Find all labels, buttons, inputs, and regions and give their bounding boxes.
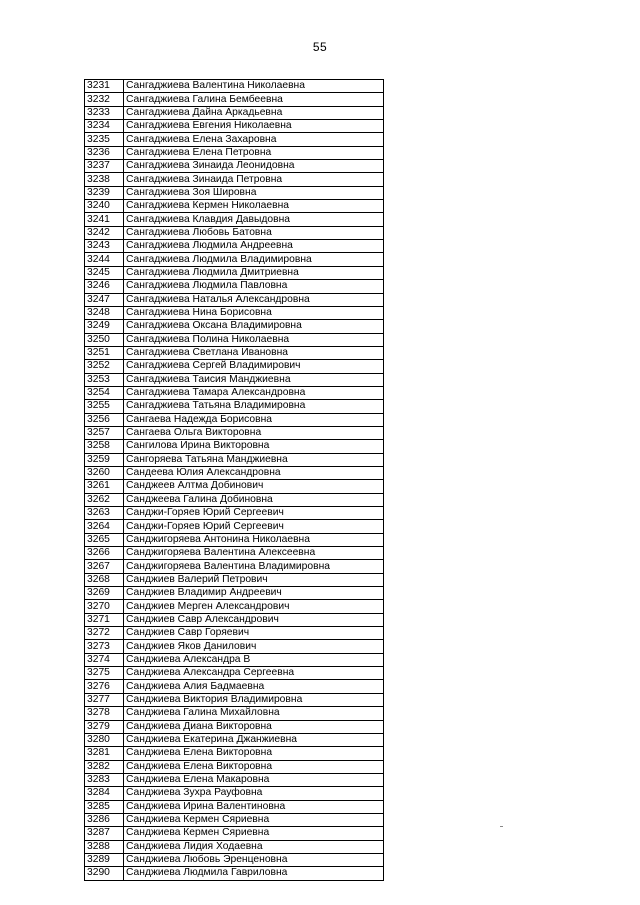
name-list-table (84, 79, 384, 881)
person-name: Санджиева Зухра Рауфовна (124, 787, 384, 800)
person-name: Сангаджиева Елена Петровна (124, 146, 384, 159)
table-row (85, 627, 384, 640)
table-row (85, 547, 384, 560)
person-name: Сангаджиева Полина Николаевна (124, 333, 384, 346)
table-row (85, 346, 384, 359)
person-name: Санджиев Мерген Александрович (124, 600, 384, 613)
row-number: 3240 (85, 200, 124, 213)
table-row (85, 640, 384, 653)
row-number: 3256 (85, 413, 124, 426)
table-row (85, 280, 384, 293)
row-number: 3235 (85, 133, 124, 146)
row-number: 3282 (85, 760, 124, 773)
person-name: Сангаджиева Дайна Аркадьевна (124, 106, 384, 119)
person-name: Санджиев Владимир Андреевич (124, 587, 384, 600)
person-name: Сангаджиева Зинаида Леонидовна (124, 160, 384, 173)
row-number: 3266 (85, 547, 124, 560)
person-name: Санджиев Яков Данилович (124, 640, 384, 653)
row-number: 3263 (85, 507, 124, 520)
table-row (85, 653, 384, 666)
table-row (85, 800, 384, 813)
table-row (85, 93, 384, 106)
person-name: Сангаджиева Татьяна Владимировна (124, 400, 384, 413)
row-number: 3272 (85, 627, 124, 640)
table-row (85, 266, 384, 279)
person-name: Санджиева Людмила Гавриловна (124, 867, 384, 880)
row-number: 3248 (85, 306, 124, 319)
person-name: Сангаджиева Елена Захаровна (124, 133, 384, 146)
table-row (85, 827, 384, 840)
row-number: 3255 (85, 400, 124, 413)
person-name: Санджиева Кермен Сяриевна (124, 827, 384, 840)
row-number: 3247 (85, 293, 124, 306)
row-number: 3234 (85, 120, 124, 133)
row-number: 3257 (85, 426, 124, 439)
table-row (85, 693, 384, 706)
row-number: 3287 (85, 827, 124, 840)
row-number: 3238 (85, 173, 124, 186)
row-number: 3237 (85, 160, 124, 173)
table-row (85, 733, 384, 746)
person-name: Сангаджиева Людмила Владимировна (124, 253, 384, 266)
table-row (85, 560, 384, 573)
table-row (85, 146, 384, 159)
person-name: Санджиева Елена Викторовна (124, 747, 384, 760)
row-number: 3284 (85, 787, 124, 800)
table-row (85, 306, 384, 319)
table-row (85, 386, 384, 399)
person-name: Сангаджиева Тамара Александровна (124, 386, 384, 399)
person-name: Санджи-Горяев Юрий Сергеевич (124, 507, 384, 520)
person-name: Сангаджиева Нина Борисовна (124, 306, 384, 319)
row-number: 3233 (85, 106, 124, 119)
person-name: Сангаджиева Людмила Дмитриевна (124, 266, 384, 279)
row-number: 3269 (85, 587, 124, 600)
table-row (85, 440, 384, 453)
person-name: Сангилова Ирина Викторовна (124, 440, 384, 453)
person-name: Сангоряева Татьяна Манджиевна (124, 453, 384, 466)
table-row (85, 480, 384, 493)
row-number: 3273 (85, 640, 124, 653)
person-name: Сандеева Юлия Александровна (124, 466, 384, 479)
table-row (85, 466, 384, 479)
table-row (85, 747, 384, 760)
person-name: Санджиева Алия Бадмаевна (124, 680, 384, 693)
table-row (85, 667, 384, 680)
table-row (85, 120, 384, 133)
table-row (85, 253, 384, 266)
row-number: 3271 (85, 613, 124, 626)
table-row (85, 573, 384, 586)
person-name: Сангаджиева Наталья Александровна (124, 293, 384, 306)
table-row (85, 320, 384, 333)
row-number: 3241 (85, 213, 124, 226)
row-number: 3243 (85, 240, 124, 253)
row-number: 3242 (85, 226, 124, 239)
person-name: Санджиев Валерий Петрович (124, 573, 384, 586)
row-number: 3270 (85, 600, 124, 613)
table-row (85, 133, 384, 146)
table-row (85, 453, 384, 466)
person-name: Сангаджиева Любовь Батовна (124, 226, 384, 239)
person-name: Санджиева Кермен Сяриевна (124, 813, 384, 826)
table-row (85, 600, 384, 613)
table-row (85, 707, 384, 720)
person-name: Санджиева Диана Викторовна (124, 720, 384, 733)
person-name: Санджиева Ирина Валентиновна (124, 800, 384, 813)
person-name: Санджиева Лидия Ходаевна (124, 840, 384, 853)
row-number: 3261 (85, 480, 124, 493)
person-name: Сангаджиева Светлана Ивановна (124, 346, 384, 359)
row-number: 3251 (85, 346, 124, 359)
table-row (85, 813, 384, 826)
table-row (85, 587, 384, 600)
table-row (85, 106, 384, 119)
table-row (85, 853, 384, 866)
row-number: 3268 (85, 573, 124, 586)
table-row (85, 373, 384, 386)
row-number: 3280 (85, 733, 124, 746)
row-number: 3239 (85, 186, 124, 199)
person-name: Санджиева Александра В (124, 653, 384, 666)
table-row (85, 520, 384, 533)
row-number: 3254 (85, 386, 124, 399)
row-number: 3290 (85, 867, 124, 880)
table-row (85, 787, 384, 800)
table-row (85, 493, 384, 506)
row-number: 3264 (85, 520, 124, 533)
row-number: 3285 (85, 800, 124, 813)
person-name: Санджиева Елена Викторовна (124, 760, 384, 773)
row-number: 3259 (85, 453, 124, 466)
person-name: Санджиев Савр Александрович (124, 613, 384, 626)
table-row (85, 507, 384, 520)
row-number: 3246 (85, 280, 124, 293)
person-name: Санджиева Александра Сергеевна (124, 667, 384, 680)
person-name: Санджиева Галина Михайловна (124, 707, 384, 720)
row-number: 3262 (85, 493, 124, 506)
person-name: Сангаева Надежда Борисовна (124, 413, 384, 426)
table-row (85, 413, 384, 426)
row-number: 3283 (85, 773, 124, 786)
table-row (85, 160, 384, 173)
table-row (85, 720, 384, 733)
person-name: Сангаджиева Кермен Николаевна (124, 200, 384, 213)
person-name: Санджеев Алтма Добинович (124, 480, 384, 493)
table-row (85, 200, 384, 213)
row-number: 3231 (85, 80, 124, 93)
row-number: 3245 (85, 266, 124, 279)
row-number: 3286 (85, 813, 124, 826)
table-row (85, 173, 384, 186)
person-name: Сангаджиева Таисия Манджиевна (124, 373, 384, 386)
table-row (85, 867, 384, 880)
person-name: Сангаджиева Оксана Владимировна (124, 320, 384, 333)
row-number: 3281 (85, 747, 124, 760)
person-name: Санджи-Горяев Юрий Сергеевич (124, 520, 384, 533)
row-number: 3267 (85, 560, 124, 573)
row-number: 3276 (85, 680, 124, 693)
row-number: 3249 (85, 320, 124, 333)
row-number: 3253 (85, 373, 124, 386)
row-number: 3288 (85, 840, 124, 853)
person-name: Сангаджиева Галина Бембеевна (124, 93, 384, 106)
row-number: 3250 (85, 333, 124, 346)
name-list-body (85, 80, 384, 881)
row-number: 3232 (85, 93, 124, 106)
row-number: 3252 (85, 360, 124, 373)
person-name: Санджигоряева Валентина Алексеевна (124, 547, 384, 560)
table-row (85, 680, 384, 693)
person-name: Сангаджиева Валентина Николаевна (124, 80, 384, 93)
person-name: Сангаджиева Клавдия Давыдовна (124, 213, 384, 226)
row-number: 3275 (85, 667, 124, 680)
table-row (85, 226, 384, 239)
row-number: 3289 (85, 853, 124, 866)
row-number: 3244 (85, 253, 124, 266)
table-row (85, 760, 384, 773)
row-number: 3236 (85, 146, 124, 159)
table-row (85, 240, 384, 253)
table-row (85, 333, 384, 346)
row-number: 3278 (85, 707, 124, 720)
person-name: Санджиева Любовь Эренценовна (124, 853, 384, 866)
page-number: 55 (312, 40, 328, 54)
table-row (85, 213, 384, 226)
table-row (85, 426, 384, 439)
person-name: Санджиева Елена Макаровна (124, 773, 384, 786)
row-number: 3260 (85, 466, 124, 479)
person-name: Сангаджиева Сергей Владимирович (124, 360, 384, 373)
person-name: Санджеева Галина Добиновна (124, 493, 384, 506)
person-name: Сангаева Ольга Викторовна (124, 426, 384, 439)
table-row (85, 400, 384, 413)
table-row (85, 773, 384, 786)
row-number: 3277 (85, 693, 124, 706)
person-name: Сангаджиева Евгения Николаевна (124, 120, 384, 133)
table-row (85, 360, 384, 373)
table-row (85, 613, 384, 626)
row-number: 3274 (85, 653, 124, 666)
person-name: Сангаджиева Людмила Андреевна (124, 240, 384, 253)
row-number: 3265 (85, 533, 124, 546)
person-name: Санджигоряева Валентина Владимировна (124, 560, 384, 573)
person-name: Санджиева Виктория Владимировна (124, 693, 384, 706)
person-name: Сангаджиева Людмила Павловна (124, 280, 384, 293)
person-name: Санджигоряева Антонина Николаевна (124, 533, 384, 546)
person-name: Сангаджиева Зоя Шировна (124, 186, 384, 199)
table-row (85, 533, 384, 546)
table-row (85, 186, 384, 199)
table-row (85, 80, 384, 93)
person-name: Сангаджиева Зинаида Петровна (124, 173, 384, 186)
person-name: Санджиева Екатерина Джанжиевна (124, 733, 384, 746)
scan-mark (500, 826, 503, 827)
row-number: 3258 (85, 440, 124, 453)
table-row (85, 293, 384, 306)
row-number: 3279 (85, 720, 124, 733)
person-name: Санджиев Савр Горяевич (124, 627, 384, 640)
table-row (85, 840, 384, 853)
